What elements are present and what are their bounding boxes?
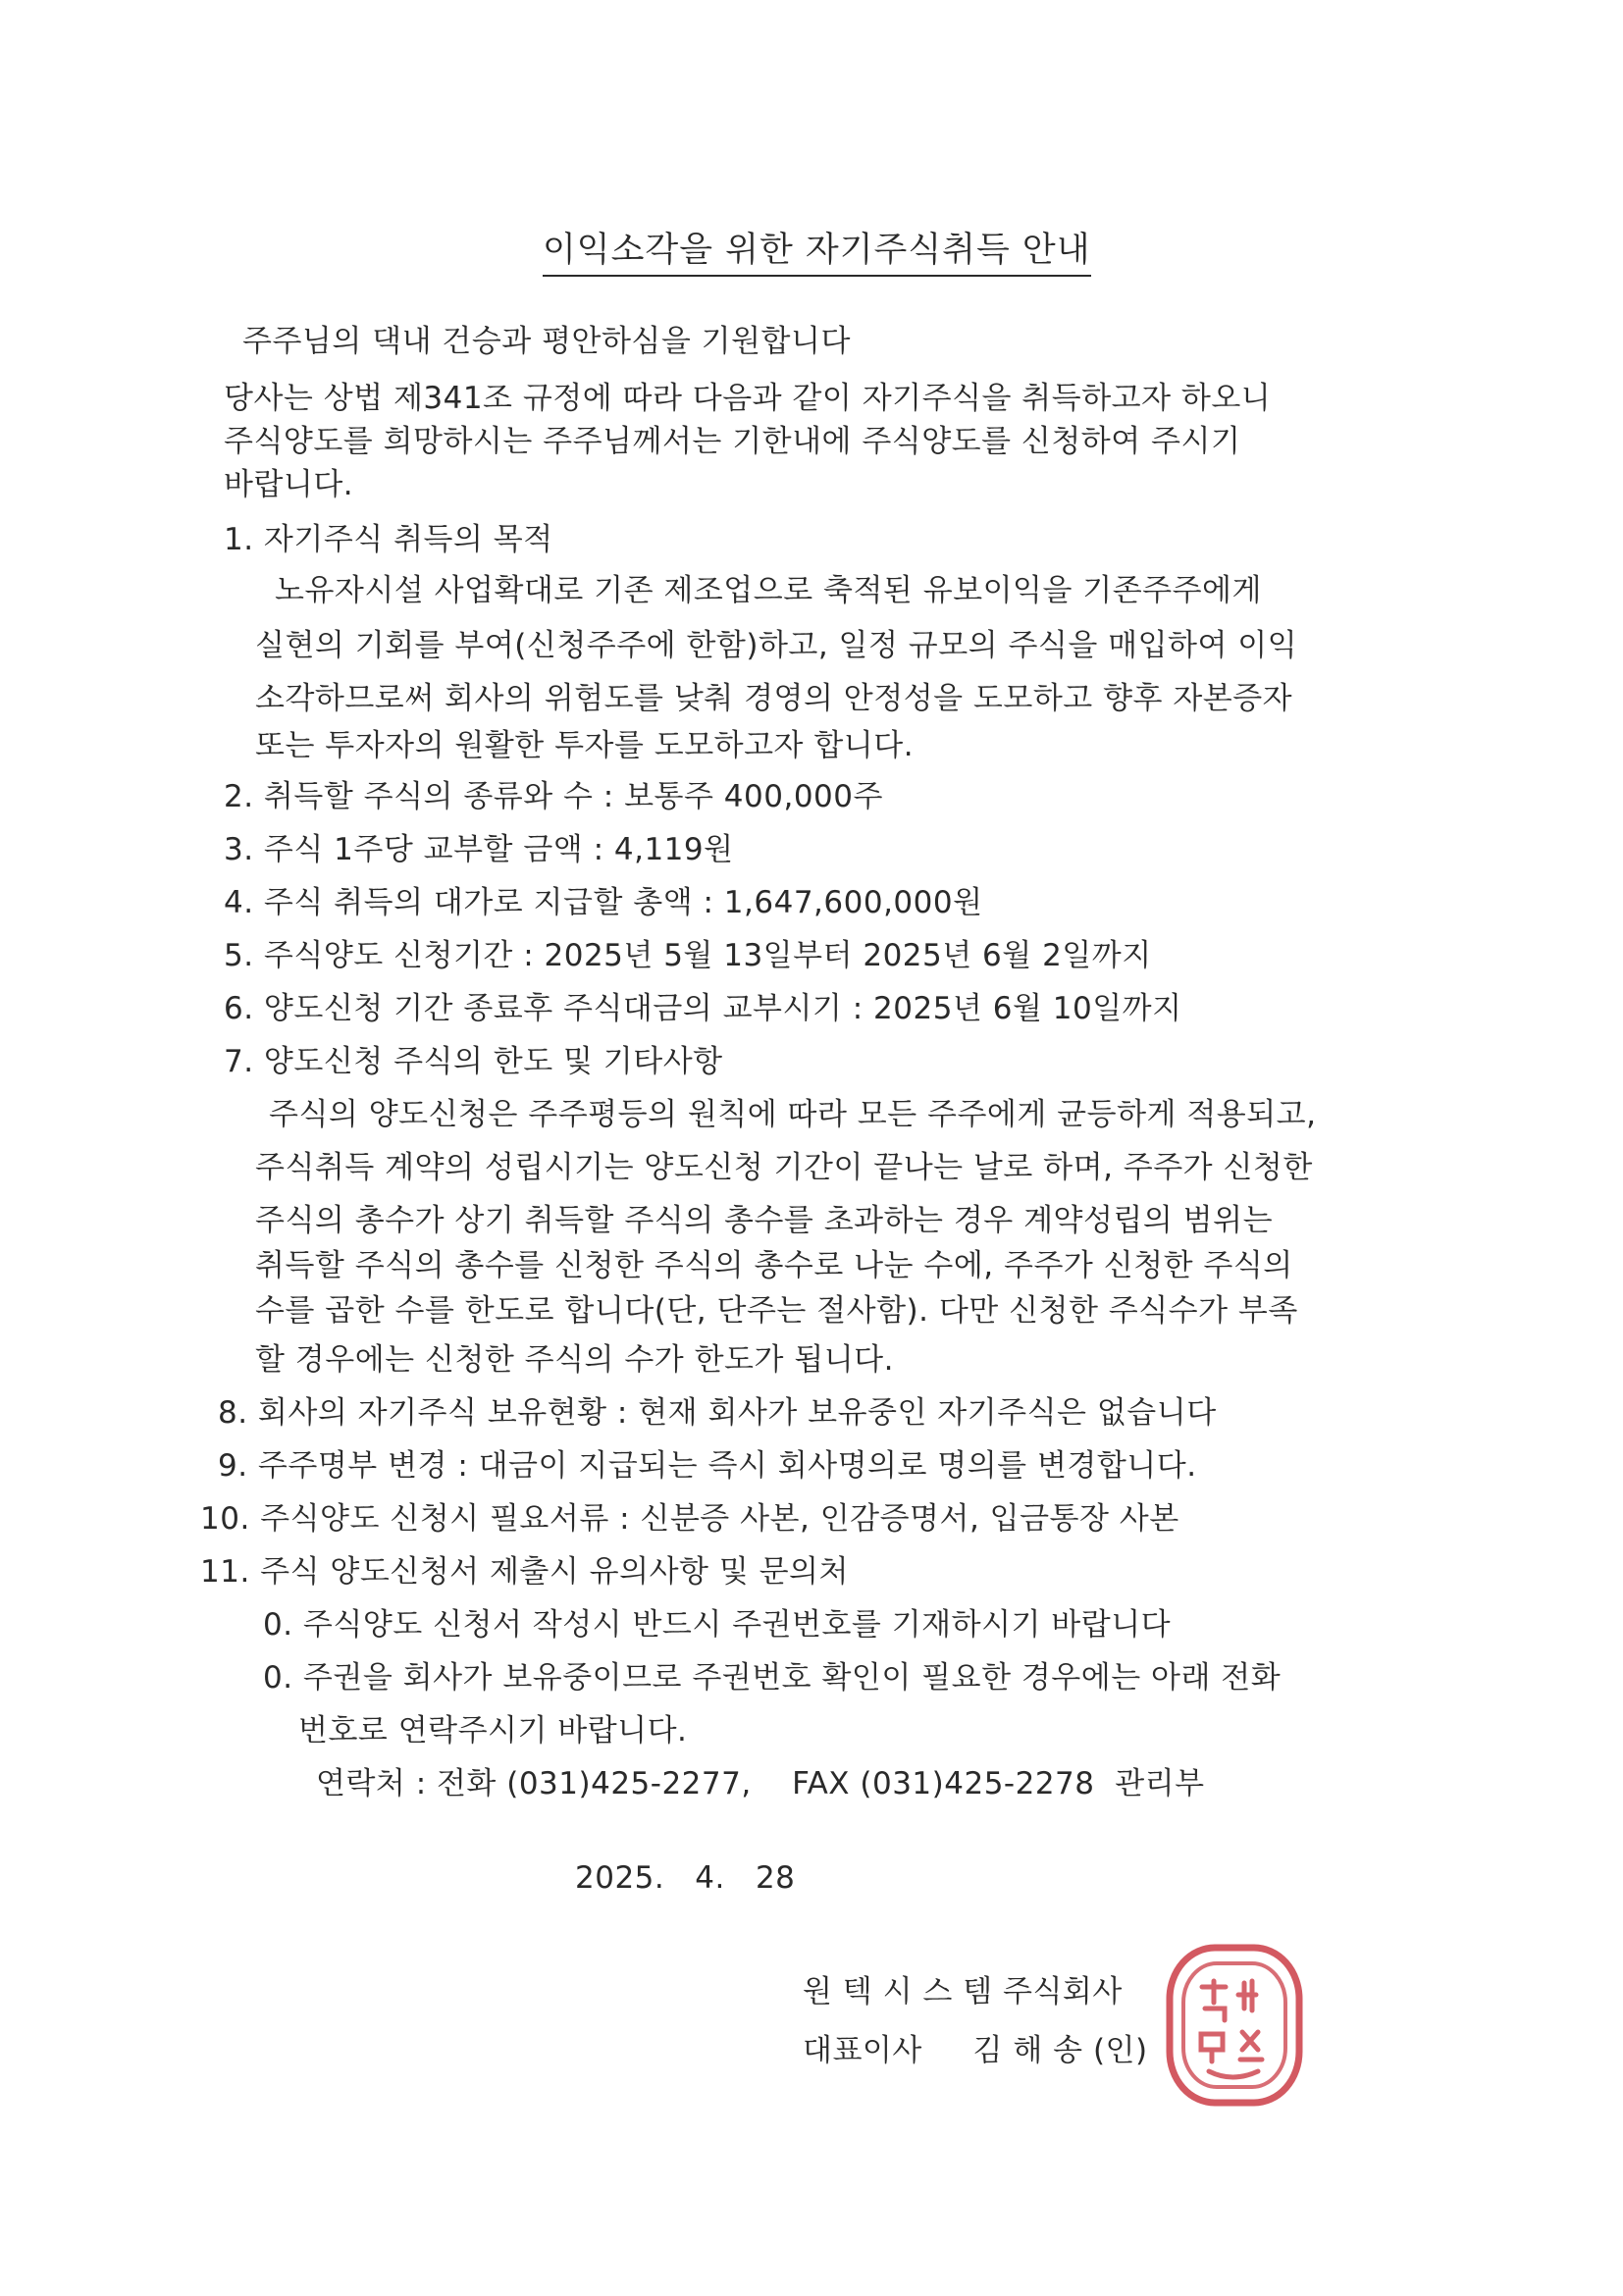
item-7-heading: 7. 양도신청 주식의 한도 및 기타사항 <box>224 1044 723 1079</box>
item-7-line: 주식의 양도신청은 주주평등의 원칙에 따라 모든 주주에게 균등하게 적용되고, <box>269 1097 1317 1132</box>
contact-info: 연락처 : 전화 (031)425-2277, FAX (031)425-2278 관리부 <box>316 1766 1205 1801</box>
item-1-heading: 1. 자기주식 취득의 목적 <box>224 522 553 557</box>
item-7-line: 수를 곱한 수를 한도로 합니다(단, 단주는 절사함). 다만 신청한 주식수가 부족 <box>255 1293 1298 1329</box>
item-7-line: 할 경우에는 신청한 주식의 수가 한도가 됩니다. <box>255 1342 894 1378</box>
item-1-line: 또는 투자자의 원활한 투자를 도모하고자 합니다. <box>255 728 915 763</box>
item-11-heading: 11. 주식 양도신청서 제출시 유의사항 및 문의처 <box>200 1554 849 1590</box>
item-4: 4. 주식 취득의 대가로 지급할 총액 : 1,647,600,000원 <box>224 885 983 920</box>
item-7-line: 주식의 총수가 상기 취득할 주식의 총수를 초과하는 경우 계약성립의 범위는 <box>255 1203 1274 1238</box>
intro-line: 바랍니다. <box>224 467 354 502</box>
intro-line: 당사는 상법 제341조 규정에 따라 다음과 같이 자기주식을 취득하고자 하오니 <box>224 381 1272 416</box>
intro-line: 주식양도를 희망하시는 주주님께서는 기한내에 주식양도를 신청하여 주시기 <box>224 424 1241 459</box>
item-7-line: 취득할 주식의 총수를 신청한 주식의 총수로 나눈 수에, 주주가 신청한 주식의 <box>255 1248 1293 1283</box>
item-7-line: 주식취득 계약의 성립시기는 양도신청 기간이 끝나는 날로 하며, 주주가 신청한 <box>255 1150 1313 1185</box>
item-2: 2. 취득할 주식의 종류와 수 : 보통주 400,000주 <box>224 779 883 814</box>
item-3: 3. 주식 1주당 교부할 금액 : 4,119원 <box>224 832 734 867</box>
item-8: 8. 회사의 자기주식 보유현황 : 현재 회사가 보유중인 자기주식은 없습니다 <box>218 1395 1217 1431</box>
document-date: 2025. 4. 28 <box>575 1860 796 1896</box>
greeting: 주주님의 댁내 건승과 평안하심을 기원합니다 <box>242 324 851 359</box>
item-11-note: 0. 주식양도 신청서 작성시 반드시 주권번호를 기재하시기 바랍니다 <box>263 1607 1172 1643</box>
item-11-note: 0. 주권을 회사가 보유중이므로 주권번호 확인이 필요한 경우에는 아래 전화 <box>263 1660 1282 1696</box>
company-name: 원 텍 시 스 템 주식회사 <box>803 1974 1123 2009</box>
representative-signature: 대표이사 김 해 송 (인) <box>803 2033 1148 2068</box>
company-seal-stamp <box>1158 1938 1315 2114</box>
item-5: 5. 주식양도 신청기간 : 2025년 5월 13일부터 2025년 6월 2일까지 <box>224 938 1152 973</box>
item-1-line: 소각하므로써 회사의 위험도를 낮춰 경영의 안정성을 도모하고 향후 자본증자 <box>255 681 1293 716</box>
document-title: 이익소각을 위한 자기주식취득 안내 <box>543 228 1091 277</box>
item-9: 9. 주주명부 변경 : 대금이 지급되는 즉시 회사명의로 명의를 변경합니다. <box>218 1448 1197 1484</box>
item-6: 6. 양도신청 기간 종료후 주식대금의 교부시기 : 2025년 6월 10일까지 <box>224 991 1182 1026</box>
item-11-note: 번호로 연락주시기 바랍니다. <box>298 1713 688 1748</box>
item-1-line: 실현의 기회를 부여(신청주주에 한함)하고, 일정 규모의 주식을 매입하여 이익 <box>255 628 1298 663</box>
item-1-line: 노유자시설 사업확대로 기존 제조업으로 축적된 유보이익을 기존주주에게 <box>275 573 1262 608</box>
item-10: 10. 주식양도 신청시 필요서류 : 신분증 사본, 인감증명서, 입금통장 사본 <box>200 1501 1179 1537</box>
